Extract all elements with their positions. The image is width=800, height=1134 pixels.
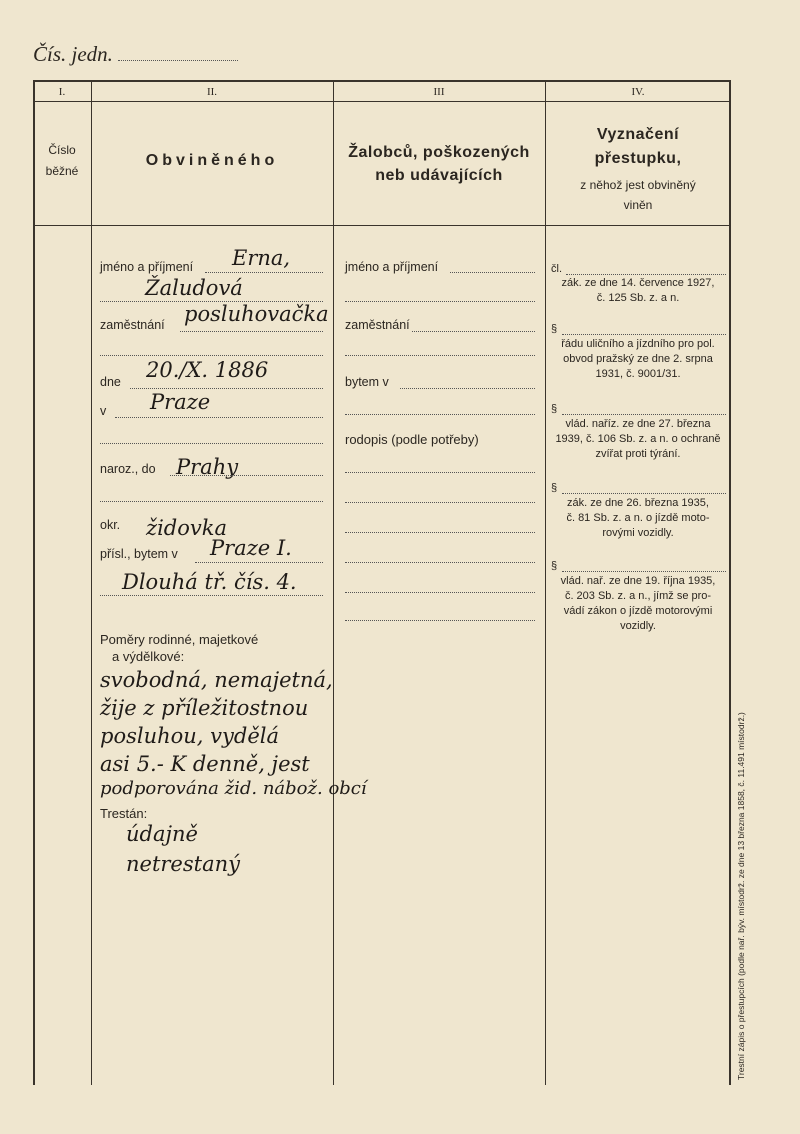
law-4-line: rovými vozidly.	[602, 527, 674, 539]
dotted-line	[400, 388, 535, 389]
accused-conditions-line: posluhou, vydělá	[100, 724, 279, 748]
accused-date-label: dne	[100, 375, 121, 389]
law-3-line: zvířat proti týrání.	[595, 448, 681, 460]
dotted-line	[345, 532, 535, 533]
law-5-line: vlád. nař. ze dne 19. října 1935,	[560, 575, 716, 587]
accused-conditions-line: asi 5.- K denně, jest	[100, 752, 310, 776]
law-3-line: 1939, č. 106 Sb. z. a n. o ochraně	[555, 433, 721, 445]
dotted-line	[562, 414, 726, 415]
header-col3-line1: Žalobců, poškozených	[348, 144, 530, 161]
dotted-line	[100, 443, 323, 444]
col-divider-3	[545, 80, 546, 1085]
law-5-line: č. 203 Sb. z. a n., jímž se pro-	[564, 590, 712, 602]
numeral-1: I.	[58, 86, 66, 98]
dotted-line	[180, 331, 323, 332]
law-5-line: vozidly.	[620, 620, 656, 632]
dotted-line	[345, 502, 535, 503]
numerals-divider	[33, 101, 731, 102]
header-col3-line2: neb udávajících	[375, 167, 503, 184]
header-divider	[33, 225, 731, 226]
accused-occupation-value: posluhovačka	[184, 302, 329, 326]
law-1-head: čl.	[551, 263, 562, 275]
accused-street-value: Dlouhá tř. čís. 4.	[122, 570, 297, 594]
law-5-head: §	[551, 560, 558, 572]
dotted-line	[130, 388, 323, 389]
law-2-line: řádu uličního a jízdního pro pol.	[561, 338, 715, 350]
accused-name-value-1: Erna,	[232, 246, 291, 270]
dotted-line	[205, 272, 323, 273]
dotted-line	[100, 501, 323, 502]
accused-name-label: jméno a příjmení	[100, 260, 194, 274]
numeral-2: II.	[206, 86, 218, 98]
header-col4-line3: z něhož jest obviněný	[580, 178, 696, 192]
law-4-head: §	[551, 482, 558, 494]
law-5-line: vádí zákon o jízdě motorovými	[563, 605, 713, 617]
accused-conditions-label-1: Poměry rodinné, majetkové	[100, 632, 259, 647]
accused-place-value: Praze	[150, 390, 211, 414]
law-4-line: zák. ze dne 26. března 1935,	[567, 497, 709, 509]
accused-conditions-line: svobodná, nemajetná,	[100, 668, 333, 692]
complainant-occupation-label: zaměstnání	[345, 318, 410, 332]
accused-native-value: Prahy	[176, 455, 239, 479]
accused-place-label: v	[100, 404, 107, 418]
complainant-name-label: jméno a příjmení	[345, 260, 439, 274]
dotted-line	[345, 620, 535, 621]
dotted-line	[345, 355, 535, 356]
cis-jedn-label: Čís. jedn.	[33, 42, 113, 66]
dotted-line	[115, 417, 323, 418]
law-4-line: č. 81 Sb. z. a n. o jízdě moto-	[566, 512, 710, 524]
header-col4-line1: Vyznačení	[596, 126, 680, 143]
law-2-head: §	[551, 323, 558, 335]
col-divider-1	[91, 80, 92, 1085]
dotted-line	[100, 595, 323, 596]
dotted-line	[170, 475, 323, 476]
dotted-line	[345, 562, 535, 563]
accused-conditions-line: žije z příležitostnou	[100, 696, 309, 720]
accused-occupation-label: zaměstnání	[100, 318, 165, 332]
law-3-head: §	[551, 403, 558, 415]
dotted-line	[195, 562, 323, 563]
numeral-3: III	[433, 86, 445, 98]
complainant-residence-label: bytem v	[345, 375, 389, 389]
dotted-line	[345, 592, 535, 593]
dotted-line	[566, 274, 726, 275]
header-col1-line2: běžné	[45, 164, 79, 178]
cis-jedn-line	[118, 60, 238, 61]
law-1-line: zák. ze dne 14. července 1927,	[561, 277, 715, 289]
numeral-4: IV.	[631, 86, 645, 98]
header-col4-line2: přestupku,	[594, 150, 682, 167]
law-2-line: obvod pražský ze dne 2. srpna	[563, 353, 713, 365]
accused-district-label: okr.	[100, 518, 121, 532]
accused-punished-label: Trestán:	[100, 806, 148, 821]
dotted-line	[100, 355, 323, 356]
complainant-description-label: rodopis (podle potřeby)	[345, 432, 479, 447]
accused-district-value: židovka	[146, 516, 227, 540]
accused-native-label: naroz., do	[100, 462, 156, 476]
accused-conditions-line: podporována žid. nábož. obcí	[100, 778, 367, 799]
dotted-line	[345, 301, 535, 302]
dotted-line	[562, 493, 726, 494]
col-divider-2	[333, 80, 334, 1085]
dotted-line	[562, 571, 726, 572]
accused-residence-value: Praze I.	[210, 536, 292, 560]
header-col1-line1: Číslo	[48, 143, 76, 157]
accused-residence-label: přísl., bytem v	[100, 547, 178, 561]
accused-punished-line: údajně	[126, 822, 198, 846]
dotted-line	[450, 272, 535, 273]
accused-punished-line: netrestaný	[126, 852, 240, 876]
header-col2: Obviněného	[145, 152, 279, 169]
dotted-line	[412, 331, 535, 332]
accused-conditions-label-2: a výdělkové:	[112, 649, 185, 664]
dotted-line	[345, 472, 535, 473]
accused-name-value-2: Žaludová	[145, 276, 243, 300]
dotted-line	[345, 414, 535, 415]
dotted-line	[562, 334, 726, 335]
header-col4-line4: viněn	[623, 198, 653, 212]
law-1-line: č. 125 Sb. z. a n.	[596, 292, 680, 304]
accused-date-value: 20./X. 1886	[146, 358, 269, 382]
law-2-line: 1931, č. 9001/31.	[595, 368, 681, 380]
side-note: Trestní zápis o přestupcích (podle nař. býv. místodrž. ze dne 13 března 1858, č. 11.491 místodrž.)	[736, 712, 746, 1080]
law-3-line: vlád. naříz. ze dne 27. března	[565, 418, 711, 430]
